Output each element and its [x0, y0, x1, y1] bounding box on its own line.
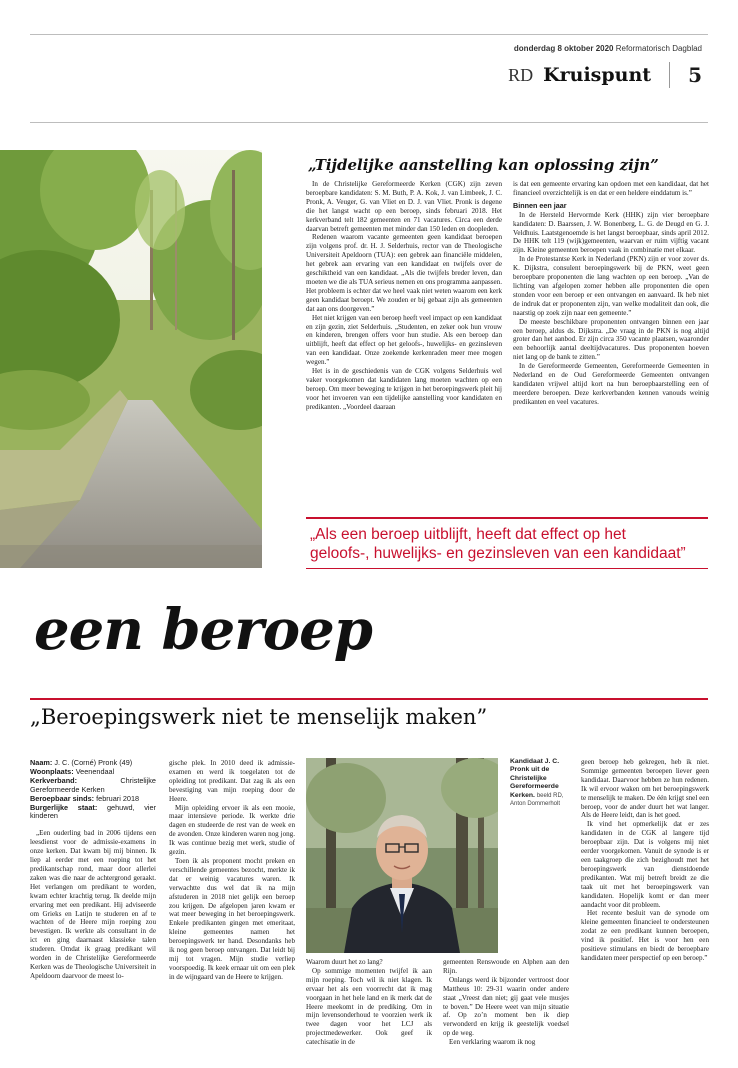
article2-column-5	[581, 758, 709, 1060]
accent-rule	[30, 698, 708, 700]
fact-row: Burgerlijke staat: gehuwd, vier kinderen	[30, 802, 156, 821]
paragraph: Op sommige momenten twijfel ik aan mijn roeping. Toch wil ik niet klagen. Ik ervaar het als een voorrecht dat ik mag voorgaan in het hele land en ik merk dat de Heere meekomt in de prediking. Om in mijn levensonderhoud te voorzien werk ik twee dagen voor het LCJ als projectmedewerker. Ook geef ik catechisatie in de	[306, 966, 432, 1047]
portrait-photo	[306, 758, 498, 953]
masthead	[508, 62, 702, 88]
fact-row: Woonplaats: Veenendaal	[30, 766, 115, 776]
paragraph: In de Gereformeerde Gemeenten, Gereformeerde Gemeenten in Nederland en de Oud Gereformeerde Gemeenten ontvangen kandidaten vrijwel altijd kort na hun beroepbaarstelling een of meerdere beroepen. Deze kerkverbanden kennen vanouds weinig predikanten en veel vacatures.	[513, 362, 709, 406]
dateline: donderdag 8 oktober 2020 Reformatorisch Dagblad	[513, 44, 702, 53]
pull-quote-line: geloofs-, huwelijks- en gezinsleven van een kandidaat”	[310, 545, 686, 562]
fact-row: Kerkverband: Christelijke Gereformeerde Kerken	[30, 775, 156, 794]
paragraph: geen beroep heb gekregen, heb ik niet. Sommige gemeenten beroepen liever geen kandidaat. Daarvoor hebben ze hun redenen. Ik wil ervoor waken om het beroepingswerk te menselijk te maken. De één krijgt snel een beroep, voor de ander duurt het wat langer. Als de Heere leidt, dan is het goed.	[581, 758, 709, 820]
article2-heading: „Beroepingswerk niet te menselijk maken”	[30, 705, 488, 729]
paragraph: In de Hersteld Hervormde Kerk (HHK) zijn vier beroepbare kandidaten: D. Baarssen, J. W. Bonenberg, L. G. de Deugd en G. J. Veldhuis. Laatstgenoemde is het langst beroepbaar, sinds april 2012. De HHK telt 119 (wijk)gemeenten, waarvan er ruim vijftig vacant zijn. Kleine gemeenten beroepen vaak in combinatie met elkaar.	[513, 210, 709, 255]
paragraph: „Een ouderling bad in 2006 tijdens een leesdienst voor de admissie-examens in onze kerken. Dat kwam bij mij binnen. Ik liep al eerder met een roeping tot het predikantschap rond, maar door allerlei zaken was die naar de achtergrond geraakt. Het verlangen om predikant te worden, kwam echter krachtig terug. Ik deelde mijn ervaring met een predikant. Hij adviseerde om Grieks en Latijn te studeren en af te wachten of de Heere mijn roeping zou bevestigen. Ik werkte als consultant in de ict en ging daarnaast klassieke talen studeren. Omdat ik graag predikant wil worden in de Christelijke Gereformeerde Kerken was de Theologische Universiteit in Apeldoorn daarvoor de meest lo-	[30, 829, 156, 980]
article1-subheading: Binnen een jaar	[513, 200, 567, 210]
paragraph: Een verklaring waarom ik nog	[449, 1038, 536, 1047]
fact-row: Naam: J. C. (Corné) Pronk (49)	[30, 759, 133, 767]
article1-column-1	[306, 180, 502, 498]
masthead-prefix: RD	[508, 64, 534, 85]
top-rule	[30, 34, 708, 35]
paragraph: Mijn opleiding ervoer ik als een mooie, maar intensieve periode. Ik werkte drie dagen en studeerde de rest van de week en de avonden. Onze kinderen waren nog jong. Ik was continue bezig met werk, studie of gezin.	[169, 803, 295, 857]
fact-row: Beroepbaar sinds: februari 2018	[30, 793, 140, 803]
paragraph: Toen ik als proponent mocht preken en verschillende gemeentes bezocht, merkte ik dat er weinig vacatures waren. Ik verwachtte dus wel dat ik na mijn afstuderen in 2018 niet gelijk een beroep zou krijgen. De afgelopen jaren kwam er wat meer beweging in het beroepingswerk. Enkele predikanten gingen met emeritaat, kleine gemeentes namen het beroepingswerk ter hand. Desondanks heb ik nog geen beroep ontvangen. Dat leidt bij mij tot vragen. Mijn studie verliep voorspoedig. Ik keek ernaar uit om een plek in de wijngaard van de Heere te krijgen.	[169, 856, 295, 981]
paragraph: gische plek. In 2010 deed ik admissie-examen en werd ik toegelaten tot de opleiding tot predikant. Dat zag ik als een bevestiging van mijn roeping door de Heere.	[169, 759, 295, 803]
paragraph: Het niet krijgen van een beroep heeft veel impact op een kandidaat en zijn gezin, ziet Selderhuis. „Studenten, en zeker ook hun vrouw en kinderen, brengen offers voor hun studie. Als een beroep dan uitblijft, heeft dat effect op het geloofs-, huwelijks- en gezinsleven van een kandidaat. Onze zoekende kerkenraden meer mee mogen wegen.”	[306, 313, 502, 367]
paragraph: De meeste beschikbare proponenten ontvangen binnen een jaar een beroep, aldus ds. Dijkstra. „De vraag in de PKN is nog altijd groter dan het aanbod. Er zijn circa 350 vacante plaatsen, waaronder een behoorlijk aantal deeltijdvacatures. Dus proponenten hoeven niet lang op de bank te zitten.”	[513, 317, 709, 362]
pull-quote-line: „Als een beroep uitblijft, heeft dat effect op het	[310, 526, 626, 543]
page-headline: een beroep	[34, 597, 372, 663]
paragraph: Het recente besluit van de synode om kleine gemeenten financieel te ondersteunen zodat ze een predikant kunnen beroepen, vind ik positief. Het is voor hen een positieve stimulans en biedt de beroepbare kandidaten meer perspectief op een beroep.”	[581, 909, 709, 962]
paragraph: Ik vind het opmerkelijk dat er zes kandidaten in de CGK al langere tijd beroepbaar zijn. Dat is volgens mij niet eerder voorgekomen. Vanuit de synode is er een taakgroep die zich bezighoudt met het beroepingswerk van dienstdoende predikanten. Wat mij betreft breidt ze die taak uit met het beroepingswerk van kandidaten. Hopelijk komt er dan meer aandacht voor dit probleem.	[581, 820, 709, 909]
paragraph: In de Protestantse Kerk in Nederland (PKN) zijn er voor zover ds. K. Dijkstra, consulent beroepingswerk bij de PKN, weet geen beroepbare proponenten die lang wachten op een beroep. „Van de lichting van afgelopen zomer hebben alle proponenten die open stonden voor een beroep er een ontvangen en aanvaard. Ik heb niet de indruk dat er proponenten zijn, van welke modaliteit dan ook, die naarstig op zoek zijn naar een gemeente.”	[513, 255, 709, 317]
country-road-photo	[0, 150, 262, 568]
paragraph: Redenen waarom vacante gemeenten geen kandidaat beroepen zijn volgens prof. dr. H. J. Selderhuis, rector van de Theologische Universiteit Apeldoorn (TUA): een gebrek aan financiële middelen, het gebrek aan ervaring van een kandidaat en twijfels over de geschiktheid van een kandidaat. „Als die twijfels breder leven, dan moeten we die als TUA serieus nemen en ons programma aanpassen. Het probleem is echter dat we heel vaak niet weten waarom een kerk geen kandidaat beroept. We zouden er bij gebaat zijn als gemeenten dat aan ons doorgeven.”	[306, 233, 502, 313]
paragraph: Onlangs werd ik bijzonder vertroost door Mattheus 10: 29-31 waarin onder andere staat „Vreest dan niet; gij gaat vele musjes te boven.” De Heere weet van mijn situatie af. Op zo’n moment ben ik diep verwonderd en krijg ik geestelijk voedsel op de weg.	[443, 975, 569, 1038]
paragraph: Het is in de geschiedenis van de CGK volgens Selderhuis wel vaker voorgekomen dat kandidaten lang moeten wachten op een beroep. Om meer beweging te krijgen in het beroepingswerk pleit hij voor het invoeren van een tijdelijke aanstelling voor kandidaten en predikanten. „Voordeel daaraan	[306, 367, 502, 411]
article1-column-2	[513, 180, 709, 498]
fact-box	[30, 759, 156, 821]
article1-heading: „Tijdelijke aanstelling kan oplossing zijn”	[308, 156, 659, 174]
paragraph: In de Christelijke Gereformeerde Kerken (CGK) zijn zeven beroepbare kandidaten: S. M. Buth, P. A. Kok, J. van Limbeek, J. C. Pronk, A. Veuger, G. van Vliet en D. J. van Vliet. Pronk is degene die het langst wacht op een beroep, sinds februari 2018. Het kerkverband telt 182 gemeenten en 71 vacatures. Circa een derde daarvan betreft gemeenten met minder dan 150 leden en doopleden.	[306, 180, 502, 233]
paragraph: gemeenten Renswoude en Alphen aan den Rijn.	[443, 958, 569, 975]
article2-column-1	[30, 759, 156, 1059]
photo-credit: beeld RD, Anton Dommerholt	[510, 792, 564, 808]
masthead-divider	[669, 62, 670, 88]
paragraph: Waarom duurt het zo lang?	[306, 958, 383, 966]
article2-column-2	[169, 759, 295, 1059]
pull-quote	[306, 517, 708, 569]
paragraph: is dat een gemeente ervaring kan opdoen met een kandidaat, dat het financieel overzichtelijk is en dat er een heldere einddatum is.”	[513, 180, 709, 197]
article2-column-3	[306, 958, 432, 1060]
caption-text: Kandidaat J. C. Pronk uit de Christelijke Gereformeerde Kerken.	[510, 758, 560, 799]
header-rule	[30, 122, 708, 123]
section-name: Kruispunt	[543, 64, 652, 86]
page-number: 5	[688, 63, 702, 87]
article2-column-4	[443, 958, 569, 1060]
photo-caption	[510, 758, 578, 808]
